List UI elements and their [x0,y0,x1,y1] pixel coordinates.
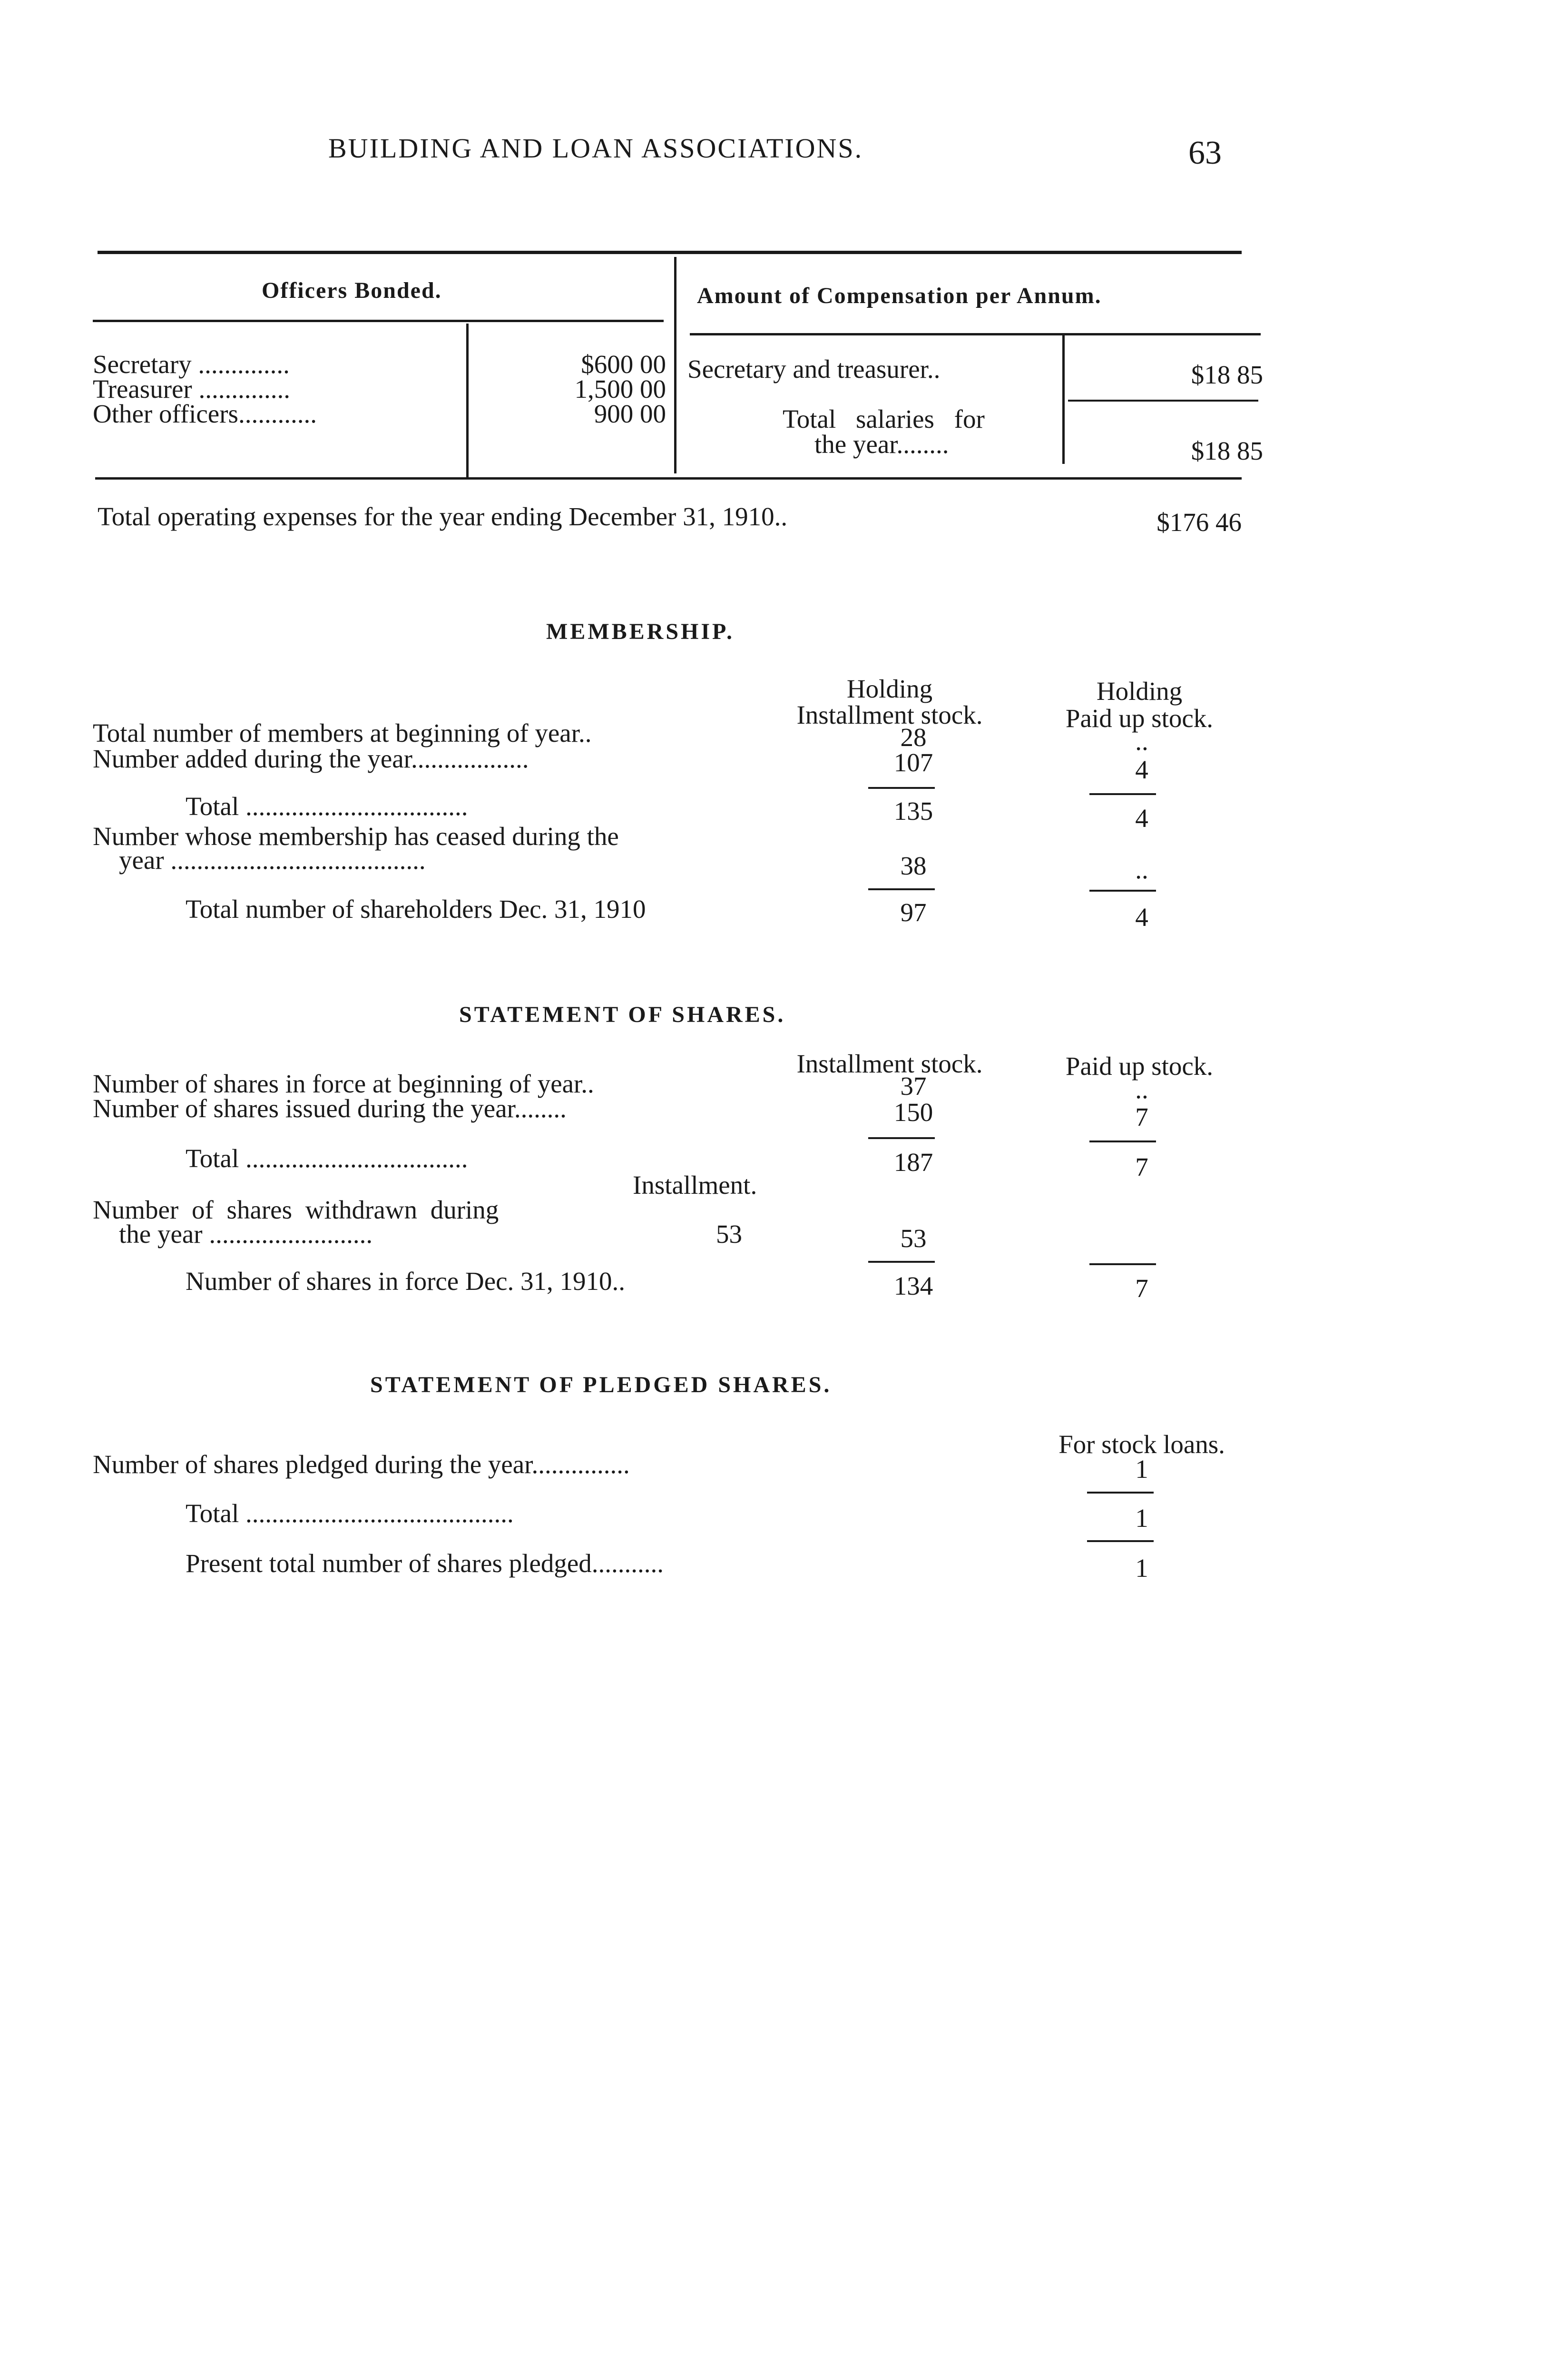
operating-expenses-amount: $176 46 [1156,508,1242,537]
running-title: BUILDING AND LOAN ASSOCIATIONS. [328,133,863,164]
membership-col1-head-2: Installment stock. [796,700,983,729]
shares-paidup-value: 7 [1135,1102,1148,1131]
shares-title: STATEMENT OF SHARES. [459,1002,786,1027]
shares-installment-value: 187 [893,1148,933,1177]
bonded-label: Other officers............ [93,399,317,428]
membership-sum-rule [1089,890,1156,892]
compensation-amount-divider [1062,335,1065,464]
membership-row-label-cont: year ....................................... [119,845,426,875]
withdrawn-sub-value: 53 [716,1219,742,1248]
pledged-value: 1 [1135,1553,1148,1583]
membership-row-label: Number added during the year.................. [93,744,529,773]
shares-sum-rule [868,1137,935,1139]
pledged-row-label: Total ......................................... [186,1499,514,1528]
table-center-divider [674,257,676,473]
membership-row-label: Number whose membership has ceased during the [93,822,619,851]
membership-installment-value: 28 [900,723,927,752]
shares-in-force-installment: 134 [893,1271,933,1300]
shares-row-label: Total .................................. [186,1144,468,1173]
membership-paidup-value: 4 [1135,903,1148,932]
membership-installment-value: 135 [893,796,933,826]
shares-row-label: Number of shares issued during the year........ [93,1094,567,1123]
shares-row-label: Number of shares in force at beginning of year.. [93,1069,594,1098]
membership-row-label: Total number of members at beginning of year.. [93,718,592,747]
compensation-total-label: Total salaries for [783,404,985,433]
pledged-value: 1 [1135,1504,1148,1533]
pledged-col-head: For stock loans. [1058,1430,1225,1459]
withdrawn-label-cont: the year ......................... [119,1219,373,1248]
membership-col2-head: Holding [1096,677,1183,706]
shares-col1-head: Installment stock. [796,1049,983,1078]
bonded-amount: 900 00 [594,399,666,428]
membership-installment-value: 107 [893,748,933,777]
membership-title: MEMBERSHIP. [546,619,735,644]
membership-paidup-value: .. [1135,727,1148,756]
compensation-row-label: Secretary and treasurer.. [687,354,941,383]
bonded-amount: 1,500 00 [574,374,666,403]
membership-row-label: Total .................................. [186,792,468,821]
shares-sum-rule [868,1261,935,1263]
officers-bonded-heading: Officers Bonded. [262,278,442,303]
pledged-sum-rule [1087,1540,1154,1542]
membership-row-label: Total number of shareholders Dec. 31, 1910 [186,895,646,924]
shares-in-force-label: Number of shares in force Dec. 31, 1910.. [186,1267,626,1296]
shares-col2-head: Paid up stock. [1065,1052,1214,1081]
membership-paidup-value: 4 [1135,804,1148,833]
shares-installment-value: 37 [900,1072,927,1101]
compensation-row-amount: $18 85 [1191,360,1263,389]
table-top-rule [98,251,1242,254]
shares-sum-rule [1089,1263,1156,1265]
bonded-label: Treasurer .............. [93,374,290,403]
membership-sum-rule [868,888,935,890]
bonded-amount-divider [466,324,469,477]
bonded-header-rule [93,320,664,322]
pledged-value: 1 [1135,1455,1148,1484]
operating-expenses-label: Total operating expenses for the year ending December 31, 1910.. [98,502,788,531]
compensation-sum-rule [1068,400,1258,402]
pledged-row-label: Number of shares pledged during the year............... [93,1450,630,1479]
compensation-total-label-cont: the year........ [814,430,949,459]
page-number: 63 [1188,135,1222,171]
table-bottom-rule [95,477,1242,480]
bonded-label: Secretary .............. [93,350,290,379]
membership-installment-value: 38 [900,851,927,880]
shares-in-force-paidup: 7 [1135,1274,1148,1303]
bonded-amount: $600 00 [581,350,666,379]
pledged-title: STATEMENT OF PLEDGED SHARES. [370,1372,832,1397]
shares-sum-rule [1089,1140,1156,1142]
membership-col2-head-2: Paid up stock. [1065,704,1214,733]
membership-installment-value: 97 [900,898,927,927]
membership-paidup-value: 4 [1135,755,1148,784]
compensation-header-rule [690,333,1261,335]
withdrawn-installment-value: 53 [900,1224,927,1253]
compensation-total-amount: $18 85 [1191,436,1263,465]
membership-paidup-value: .. [1135,855,1148,884]
compensation-heading: Amount of Compensation per Annum. [697,283,1102,308]
pledged-sum-rule [1087,1492,1154,1494]
withdrawn-subhead: Installment. [633,1170,757,1199]
membership-sum-rule [868,787,935,789]
membership-col1-head: Holding [846,674,933,703]
pledged-row-label: Present total number of shares pledged........... [186,1549,664,1578]
shares-paidup-value: 7 [1135,1152,1148,1181]
shares-paidup-value: .. [1135,1075,1148,1104]
membership-sum-rule [1089,793,1156,795]
withdrawn-label: Number of shares withdrawn during [93,1195,499,1224]
shares-installment-value: 150 [893,1098,933,1127]
